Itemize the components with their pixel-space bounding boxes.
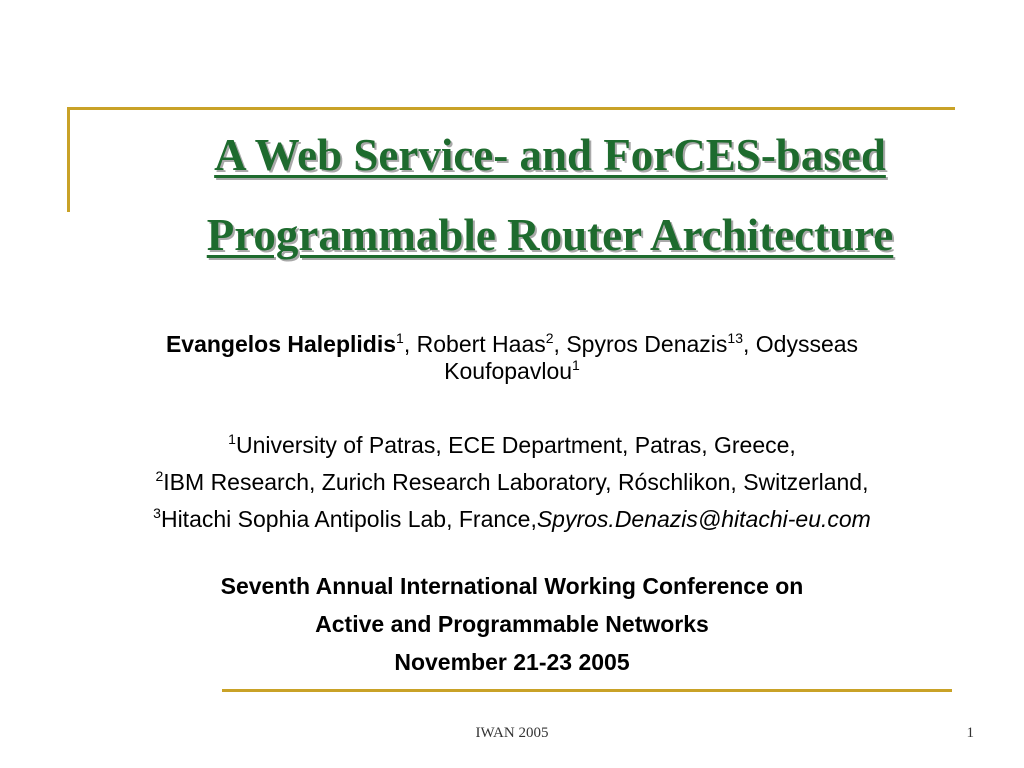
author-sup-4: 1 bbox=[572, 357, 580, 373]
gold-frame-left-line bbox=[67, 107, 70, 212]
affiliation-3 bbox=[30, 501, 994, 538]
slide-page-number: 1 bbox=[966, 725, 974, 741]
contact-email[interactable]: Spyros.Denazis@hitachi-eu.com bbox=[536, 506, 871, 532]
affiliation-text-1: University of Patras, ECE Department, Patras, Greece, bbox=[235, 432, 796, 458]
author-name-4b: Koufopavlou bbox=[444, 358, 573, 384]
affiliation-list bbox=[30, 427, 994, 538]
author-list bbox=[30, 331, 994, 385]
title-line-2: Programmable Router Architecture bbox=[206, 210, 894, 260]
author-sep-3: , bbox=[553, 331, 567, 357]
affiliation-sup-3: 3 bbox=[153, 505, 161, 521]
gold-frame-top-line bbox=[67, 107, 955, 110]
conference-line-1: Seventh Annual International Working Conference on bbox=[220, 573, 804, 599]
conference-date: November 21-23 2005 bbox=[394, 649, 630, 675]
author-line-1 bbox=[30, 331, 994, 358]
gold-divider-bottom bbox=[222, 689, 952, 692]
affiliation-sup-2: 2 bbox=[155, 468, 164, 484]
affiliation-text-2: IBM Research, Zurich Research Laboratory, Róschlikon, Switzerland, bbox=[163, 469, 869, 495]
author-name-1: Evangelos Haleplidis bbox=[165, 331, 397, 357]
author-name-4a: Odysseas bbox=[755, 331, 859, 357]
author-name-2: Robert Haas bbox=[416, 331, 546, 357]
affiliation-2 bbox=[30, 464, 994, 501]
slide-title bbox=[80, 115, 1020, 275]
author-sup-1: 1 bbox=[396, 330, 404, 346]
affiliation-1 bbox=[30, 427, 994, 464]
author-sup-2: 2 bbox=[545, 330, 554, 346]
title-line-1: A Web Service- and ForCES-based bbox=[214, 130, 886, 180]
conference-block bbox=[30, 567, 994, 681]
footer-event-label: IWAN 2005 bbox=[475, 725, 549, 741]
conference-line-2: Active and Programmable Networks bbox=[315, 611, 709, 637]
author-sep-4: , bbox=[742, 331, 756, 357]
affiliation-sup-1: 1 bbox=[228, 431, 236, 447]
author-line-2 bbox=[30, 358, 994, 385]
affiliation-text-3: Hitachi Sophia Antipolis Lab, France, bbox=[160, 506, 537, 532]
author-sup-3: 13 bbox=[727, 330, 743, 346]
author-sep-2: , bbox=[403, 331, 417, 357]
author-name-3: Spyros Denazis bbox=[566, 331, 728, 357]
